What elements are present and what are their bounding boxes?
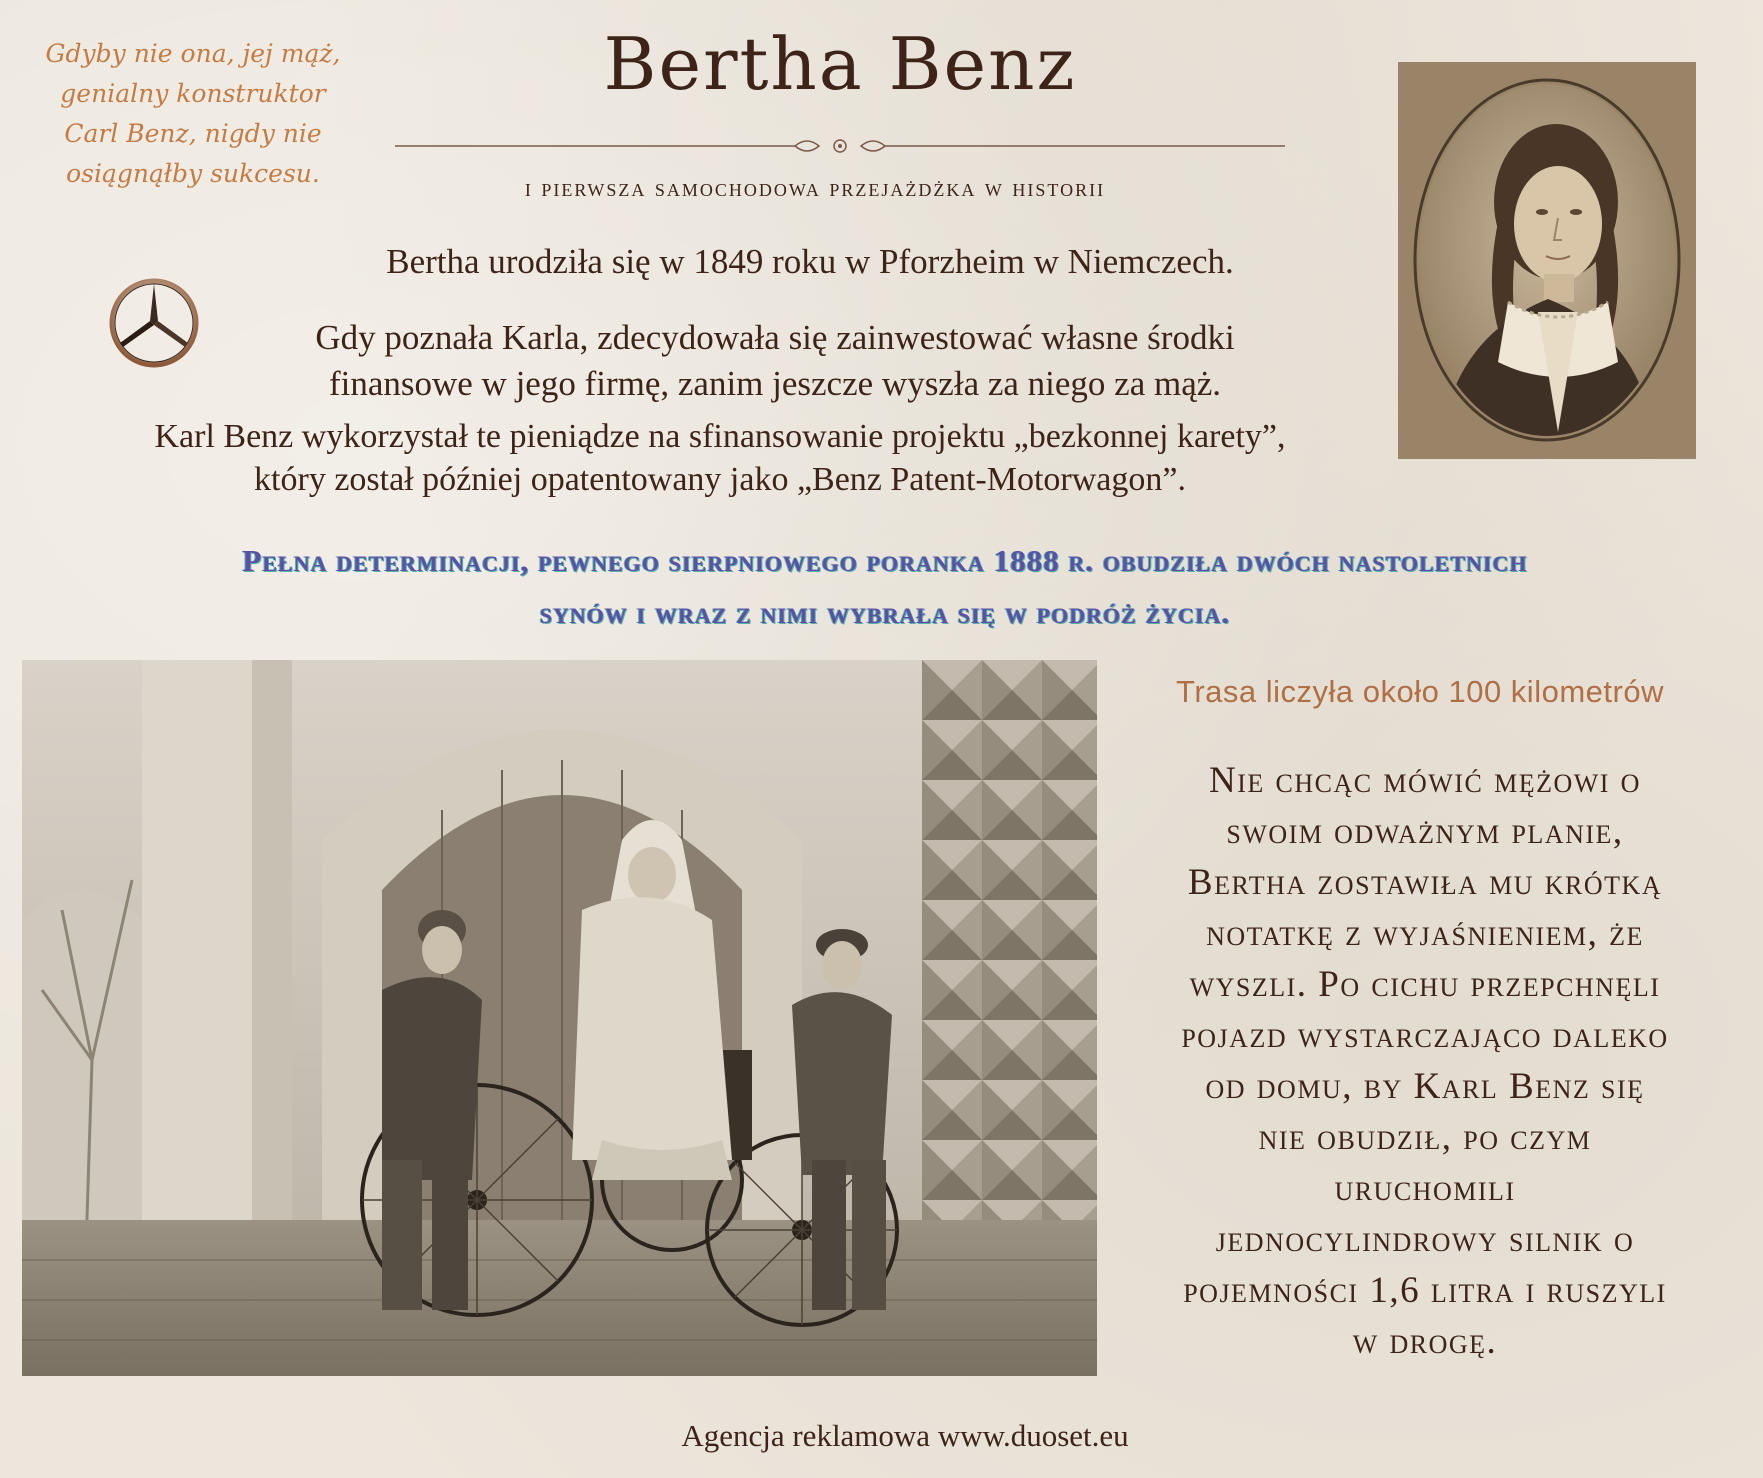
ornament-divider — [395, 136, 1285, 156]
invest-line-2: finansowe w jego firmę, zanim jeszcze wyszła za niego za mąż. — [328, 364, 1222, 403]
story-text — [1140, 755, 1710, 1367]
story-line: wyszli. Po cichu przepchnęli — [1189, 964, 1661, 1005]
story-line: swoim odważnym planie, — [1226, 811, 1624, 852]
mercedes-star-icon — [108, 277, 200, 369]
patent-paragraph — [60, 415, 1380, 501]
invest-line-1: Gdy poznała Karla, zdecydowała się zainwestować własne środki — [315, 318, 1235, 357]
highlight-line-1: Pełna determinacji, pewnego sierpniowego poranka 1888 r. obudziła dwóch nastoletnich — [242, 543, 1528, 578]
patent-line-2: który został później opatentowany jako „Benz Patent-Motorwagon”. — [254, 461, 1186, 498]
side-quote: Gdyby nie ona, jej mąż, genialny konstruktor Carl Benz, nigdy nie osiągnąłby sukcesu. — [45, 39, 341, 188]
story-line: nie obudził, po czym — [1258, 1117, 1592, 1158]
story-line: Nie chcąc mówić mężowi o — [1209, 760, 1641, 801]
story-line: pojemności 1,6 litra i ruszyli — [1183, 1270, 1667, 1311]
story-line: Bertha zostawiła mu krótką — [1187, 862, 1663, 903]
portrait-photo — [1398, 62, 1696, 459]
highlight-line-2: synów i wraz z nimi wybrała się w podróż życia. — [539, 595, 1231, 630]
invest-paragraph — [230, 315, 1320, 407]
highlight-text — [40, 535, 1730, 639]
story-line: jednocylindrowy silnik o — [1215, 1219, 1635, 1260]
story-line: notatkę z wyjaśnieniem, że — [1206, 913, 1644, 954]
patent-line-1: Karl Benz wykorzystał te pieniądze na sfinansowanie projektu „bezkonnej karety”, — [154, 418, 1286, 455]
motorwagen-photo — [22, 660, 1097, 1376]
subtitle: i pierwsza samochodowa przejażdżka w historii — [524, 173, 1106, 202]
born-paragraph: Bertha urodziła się w 1849 roku w Pforzheim w Niemczech. — [386, 242, 1234, 281]
story-line: uruchomili — [1334, 1168, 1516, 1209]
route-heading: Trasa liczyła około 100 kilometrów — [1176, 674, 1664, 709]
story-line: od domu, by Karl Benz się — [1205, 1066, 1645, 1107]
story-line: pojazd wystarczająco daleko — [1181, 1015, 1669, 1056]
footer-credit: Agencja reklamowa www.duoset.eu — [681, 1418, 1129, 1453]
page-title: Bertha Benz — [603, 22, 1077, 106]
story-line: w drogę. — [1352, 1321, 1498, 1362]
